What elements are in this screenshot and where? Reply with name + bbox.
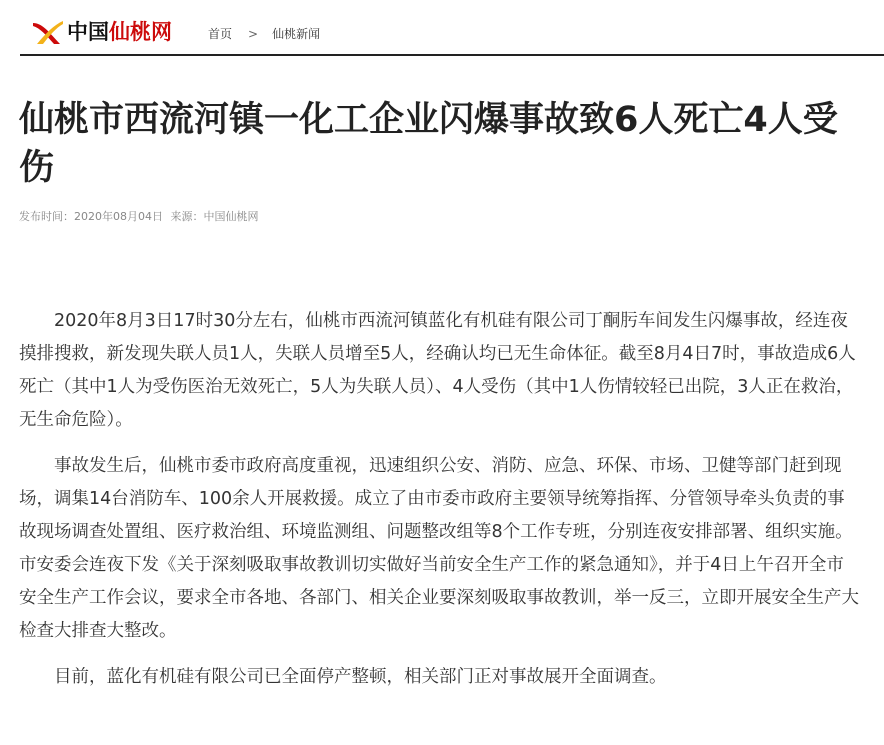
header-divider: [20, 54, 884, 56]
breadcrumb-home-link[interactable]: 首页: [208, 27, 233, 41]
source-name: 中国仙桃网: [203, 210, 259, 223]
publish-date: 2020年08月04日: [74, 210, 163, 223]
breadcrumb-separator: >: [248, 26, 259, 41]
article-body: [19, 305, 861, 707]
site-logo[interactable]: [30, 16, 172, 48]
breadcrumb-section-link[interactable]: 仙桃新闻: [272, 27, 321, 41]
logo-text: [67, 17, 172, 47]
logo-text-prefix: 中国: [67, 19, 109, 44]
article-paragraph: 2020年8月3日17时30分左右，仙桃市西流河镇蓝化有机硅有限公司丁酮肟车间发生闪爆事故，经连夜摸排搜救，新发现失联人员1人，失联人员增至5人，经确认均已无生命体征。截至8月4日7时，事故造成6人死亡（其中1人为受伤医治无效死亡，5人为失联人员）、4人受伤（其中1人伤情较轻已出院，3人正在救治，无生命危险）。: [19, 311, 856, 430]
article-title: 仙桃市西流河镇一化工企业闪爆事故致6人死亡4人受伤: [19, 100, 838, 188]
site-header: [0, 0, 884, 56]
article-meta: [19, 208, 259, 224]
article-paragraph: 目前，蓝化有机硅有限公司已全面停产整顿，相关部门正对事故展开全面调查。: [54, 667, 667, 687]
logo-text-suffix: 仙桃网: [109, 19, 172, 44]
publish-label: 发布时间：: [19, 210, 74, 223]
logo-swoosh-icon: [30, 17, 66, 47]
breadcrumb: [208, 25, 320, 42]
source-label: 来源：: [170, 210, 204, 223]
article-paragraph: 事故发生后，仙桃市委市政府高度重视，迅速组织公安、消防、应急、环保、市场、卫健等部门赶到现场，调集14台消防车、100余人开展救援。成立了由市委市政府主要领导统筹指挥、分管领导牵头负责的事故现场调查处置组、医疗救治组、环境监测组、问题整改组等8个工作专班，分别连夜安排部署、组织实施。市安委会连夜下发《关于深刻吸取事故教训切实做好当前安全生产工作的紧急通知》，并于4日上午召开全市安全生产工作会议，要求全市各地、各部门、相关企业要深刻吸取事故教训，举一反三，立即开展安全生产大检查大排查大整改。: [19, 456, 859, 641]
